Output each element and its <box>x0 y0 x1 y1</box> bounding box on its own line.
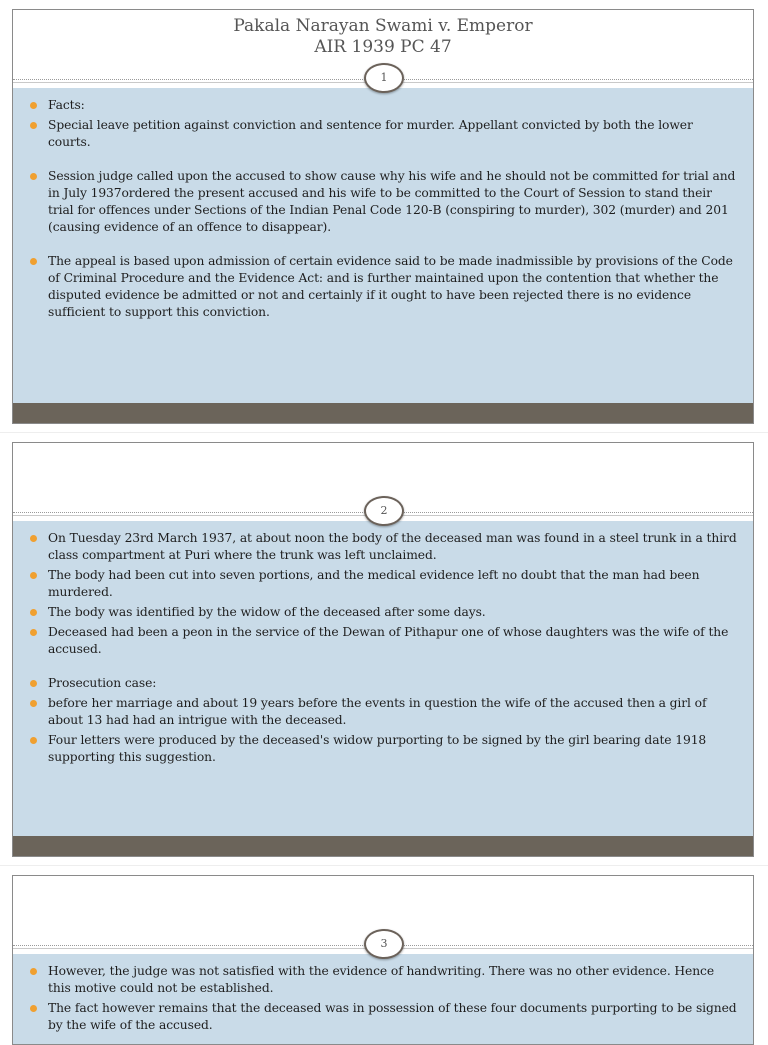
bullet-item: Special leave petition against conviction and sentence for murder. Appellant convicted by both the lower courts. <box>27 117 739 151</box>
slide-title-line-2: AIR 1939 PC 47 <box>314 37 452 57</box>
slide-title <box>13 16 753 58</box>
bullet-dot-icon <box>30 629 37 636</box>
bullet-item: Session judge called upon the accused to show cause why his wife and he should not be committed for trial and in July 1937ordered the present accused and his wife to be committed to the Court of Session to stand their trial for offences under Sections of the Indian Penal Code 120-B (conspiring to murder), 302 (murder) and 201 (causing evidence of an offence to disappear). <box>27 168 739 236</box>
slide-footer-bar <box>13 403 753 423</box>
bullet-item: Prosecution case: <box>27 675 739 692</box>
slide-body <box>13 88 753 403</box>
bullet-item: However, the judge was not satisfied with the evidence of handwriting. There was no other evidence. Hence this motive could not be established. <box>27 963 739 997</box>
bullet-item: The body had been cut into seven portions, and the medical evidence left no doubt that the man had been murdered. <box>27 567 739 601</box>
bullet-list <box>27 97 739 324</box>
bullet-item: The appeal is based upon admission of certain evidence said to be made inadmissible by provisions of the Code of Criminal Procedure and the Evidence Act: and is further maintained upon the contention that whether the disputed evidence be admitted or not and certainly if it ought to have been rejected there is no evidence sufficient to support this conviction. <box>27 253 739 321</box>
bullet-item: The body was identified by the widow of the deceased after some days. <box>27 604 739 621</box>
bullet-dot-icon <box>30 700 37 707</box>
slide-number-badge: 2 <box>364 496 404 526</box>
slide-footer-bar <box>13 836 753 856</box>
bullet-item: before her marriage and about 19 years before the events in question the wife of the accused then a girl of about 13 had had an intrigue with the deceased. <box>27 695 739 729</box>
bullet-dot-icon <box>30 680 37 687</box>
bullet-dot-icon <box>30 737 37 744</box>
slide-number-badge: 3 <box>364 929 404 959</box>
slide-3 <box>12 875 754 1045</box>
slide-1 <box>12 9 754 424</box>
bullet-list <box>27 963 739 1037</box>
bullet-dot-icon <box>30 609 37 616</box>
bullet-dot-icon <box>30 1005 37 1012</box>
bullet-item: The fact however remains that the deceased was in possession of these four documents purporting to be signed by the wife of the accused. <box>27 1000 739 1034</box>
bullet-item: Facts: <box>27 97 739 114</box>
bullet-item: Deceased had been a peon in the service of the Dewan of Pithapur one of whose daughters was the wife of the accused. <box>27 624 739 658</box>
bullet-dot-icon <box>30 535 37 542</box>
bullet-dot-icon <box>30 122 37 129</box>
bullet-item: On Tuesday 23rd March 1937, at about noon the body of the deceased man was found in a steel trunk in a third class compartment at Puri where the trunk was left unclaimed. <box>27 530 739 564</box>
slide-2 <box>12 442 754 857</box>
bullet-dot-icon <box>30 258 37 265</box>
slide-title-line-1: Pakala Narayan Swami v. Emperor <box>233 16 533 36</box>
bullet-dot-icon <box>30 968 37 975</box>
bullet-dot-icon <box>30 173 37 180</box>
bullet-item: Four letters were produced by the deceased's widow purporting to be signed by the girl bearing date 1918 supporting this suggestion. <box>27 732 739 766</box>
bullet-dot-icon <box>30 572 37 579</box>
slide-body <box>13 954 753 1045</box>
slide-body <box>13 521 753 836</box>
bullet-dot-icon <box>30 102 37 109</box>
slide-number-badge: 1 <box>364 63 404 93</box>
bullet-list <box>27 530 739 769</box>
